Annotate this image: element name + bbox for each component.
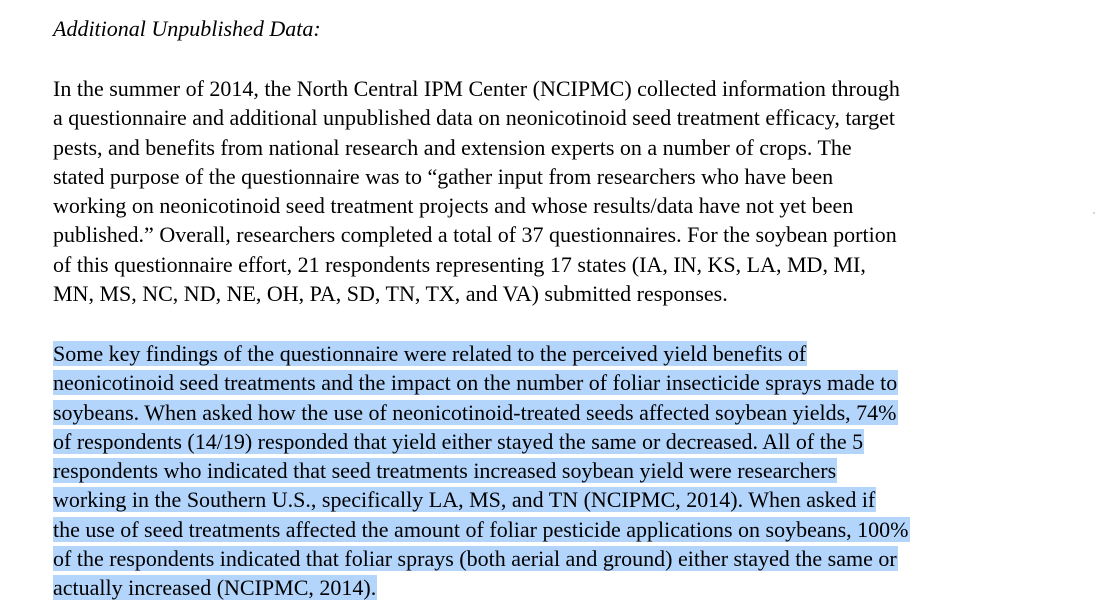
selected-text-line[interactable] — [53, 427, 1098, 456]
selection-highlight[interactable]: Some key findings of the questionnaire were related to the perceived yield benefits of — [53, 341, 807, 366]
selection-highlight[interactable]: the use of seed treatments affected the amount of foliar pesticide applications on soybeans, 100% — [53, 516, 909, 542]
text-line[interactable]: a questionnaire and additional unpublished data on neonicotinoid seed treatment efficacy, target — [53, 105, 896, 131]
selection-highlight[interactable]: of respondents (14/19) responded that yield either stayed the same or decreased. All of the 5 — [53, 428, 864, 454]
selected-text-line[interactable] — [53, 573, 1098, 602]
text-line[interactable]: pests, and benefits from national research and extension experts on a number of crops. The — [53, 134, 852, 160]
selected-text-line[interactable] — [53, 456, 1098, 485]
selected-text-line[interactable] — [53, 339, 1098, 368]
selection-highlight[interactable]: neonicotinoid seed treatments and the impact on the number of foliar insecticide sprays made to — [53, 370, 898, 396]
selected-text-line[interactable] — [53, 515, 1098, 544]
scan-speck — [1093, 212, 1095, 214]
text-line[interactable]: stated purpose of the questionnaire was to “gather input from researchers who have been — [53, 163, 834, 189]
selected-text-line[interactable] — [53, 485, 1098, 514]
text-line[interactable]: published.” Overall, researchers completed a total of 37 questionnaires. For the soybean portion — [53, 222, 897, 248]
section-heading: Additional Unpublished Data: — [53, 16, 321, 41]
text-line[interactable]: In the summer of 2014, the North Central IPM Center (NCIPMC) collected information through — [53, 76, 900, 101]
selected-text-line[interactable] — [53, 368, 1098, 397]
paragraph-key-findings-selected[interactable] — [53, 339, 1098, 603]
text-line[interactable]: working on neonicotinoid seed treatment projects and whose results/data have not yet been — [53, 193, 854, 219]
selection-highlight[interactable]: respondents who indicated that seed treatments increased soybean yield were researchers — [53, 458, 837, 484]
text-line[interactable]: MN, MS, NC, ND, NE, OH, PA, SD, TN, TX, and VA) submitted responses. — [53, 281, 728, 307]
text-line[interactable]: of this questionnaire effort, 21 respondents representing 17 states (IA, IN, KS, LA, MD, MI, — [53, 251, 866, 277]
selection-highlight[interactable]: actually increased (NCIPMC, 2014). — [53, 575, 377, 601]
paragraph-survey-background[interactable] — [53, 74, 1098, 308]
selection-highlight[interactable]: soybeans. When asked how the use of neonicotinoid-treated seeds affected soybean yields, 74% — [53, 399, 897, 425]
selected-text-line[interactable] — [53, 398, 1098, 427]
selection-highlight[interactable]: working in the Southern U.S., specifically LA, MS, and TN (NCIPMC, 2014). When asked if — [53, 487, 876, 513]
selection-highlight[interactable]: of the respondents indicated that foliar sprays (both aerial and ground) either stayed the same or — [53, 546, 897, 572]
selected-text-line[interactable] — [53, 544, 1098, 573]
